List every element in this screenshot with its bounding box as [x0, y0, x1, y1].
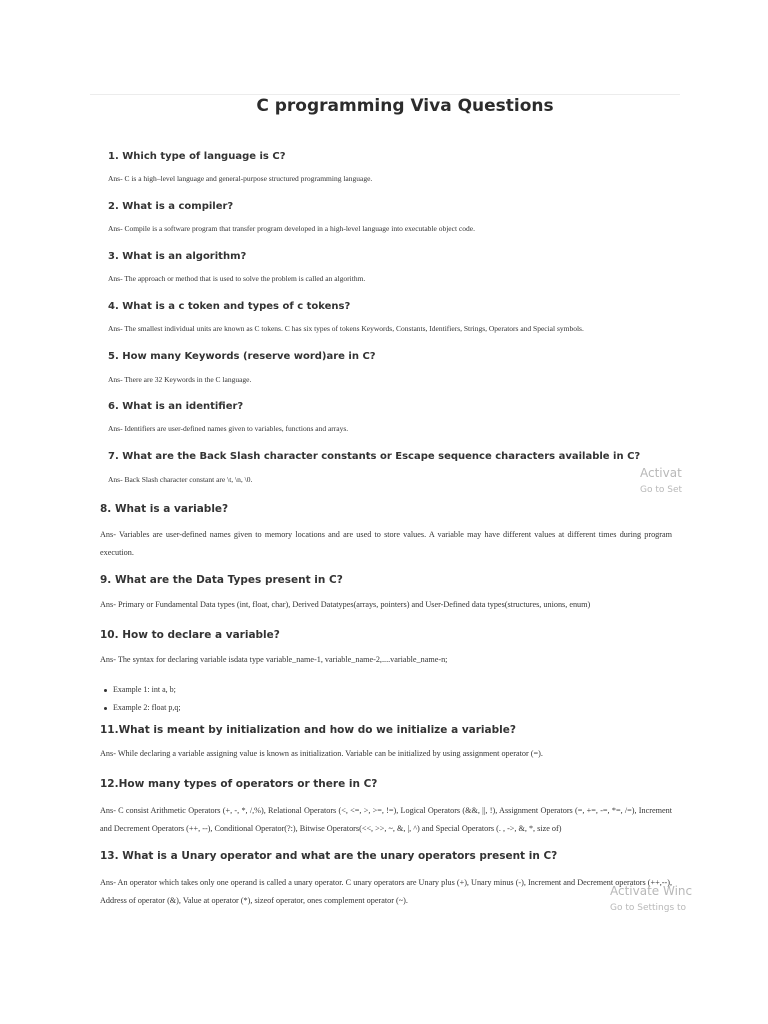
example-item: [104, 683, 181, 701]
bullet-icon: [104, 707, 107, 710]
example-list: [104, 683, 181, 719]
activation-watermark-line-1: Activate Winc: [610, 884, 693, 898]
question-9: 9. What are the Data Types present in C?: [100, 574, 343, 586]
answer-7: Ans- Back Slash character constant are \t, \n, \0.: [108, 475, 253, 484]
question-7: 7. What are the Back Slash character constants or Escape sequence characters available in C?: [108, 451, 641, 462]
example-text: Example 1: int a, b;: [113, 685, 176, 694]
answer-8: Ans- Variables are user-defined names given to memory locations and are used to store values. A variable may have different values at different times during program execution.: [100, 530, 672, 557]
bullet-icon: [104, 689, 107, 692]
answer-11: Ans- While declaring a variable assigning value is known as initialization. Variable can be initialized by using assignment operator (=).: [100, 749, 543, 758]
answer-13: Ans- An operator which takes only one operand is called a unary operator. C unary operators are Unary plus (+), Unary minus (-), Increment and Decrement operators (++,--), Address of operator (&), Value at operator (*), sizeof operator, ones complement operator (~).: [100, 878, 672, 905]
activation-watermark-line-2: Go to Set: [640, 485, 683, 495]
answer-10: Ans- The syntax for declaring variable isdata type variable_name-1, variable_name-2,....variable_name-n;: [100, 655, 448, 664]
answer-3: Ans- The approach or method that is used to solve the problem is called an algorithm.: [108, 274, 366, 283]
answer-4: Ans- The smallest individual units are known as C tokens. C has six types of tokens Keywords, Constants, Identifiers, Strings, Operators and Special symbols.: [108, 324, 584, 333]
question-13: 13. What is a Unary operator and what are the unary operators present in C?: [100, 850, 558, 862]
example-item: [104, 701, 181, 719]
activation-watermark-line-1: Activat: [640, 466, 682, 480]
question-4: 4. What is a c token and types of c tokens?: [108, 301, 351, 312]
question-2: 2. What is a compiler?: [108, 201, 234, 212]
question-1: 1. Which type of language is C?: [108, 151, 286, 162]
question-6: 6. What is an identifier?: [108, 401, 244, 412]
answer-2: Ans- Compile is a software program that transfer program developed in a high-level language into executable object code.: [108, 224, 475, 233]
top-divider: [90, 94, 680, 95]
question-12: 12.How many types of operators or there in C?: [100, 778, 378, 790]
question-8: 8. What is a variable?: [100, 503, 229, 515]
question-11: 11.What is meant by initialization and how do we initialize a variable?: [100, 724, 516, 736]
activation-watermark-line-2: Go to Settings to: [610, 903, 687, 913]
question-3: 3. What is an algorithm?: [108, 251, 247, 262]
answer-1: Ans- C is a high–level language and general-purpose structured programming language.: [108, 174, 373, 183]
page-title: C programming Viva Questions: [256, 96, 554, 116]
example-text: Example 2: float p,q;: [113, 703, 181, 712]
question-5: 5. How many Keywords (reserve word)are in C?: [108, 351, 376, 362]
answer-6: Ans- Identifiers are user-defined names given to variables, functions and arrays.: [108, 424, 349, 433]
answer-9: Ans- Primary or Fundamental Data types (int, float, char), Derived Datatypes(arrays, pointers) and User-Defined data types(structures, unions, enum): [100, 600, 591, 609]
question-10: 10. How to declare a variable?: [100, 629, 280, 641]
answer-5: Ans- There are 32 Keywords in the C language.: [108, 375, 252, 384]
answer-12: Ans- C consist Arithmetic Operators (+, -, *, /,%), Relational Operators (<, <=, >, >=, !=), Logical Operators (&&, ||, !), Assignment Operators (=, +=, -=, *=, /=), Increment and Decrement Operators (++, --), Conditional Operator(?:), Bitwise Operators(<<, >>, ~, &, |, ^) and Special Operators (. , ->, &, *, size of): [100, 806, 672, 833]
